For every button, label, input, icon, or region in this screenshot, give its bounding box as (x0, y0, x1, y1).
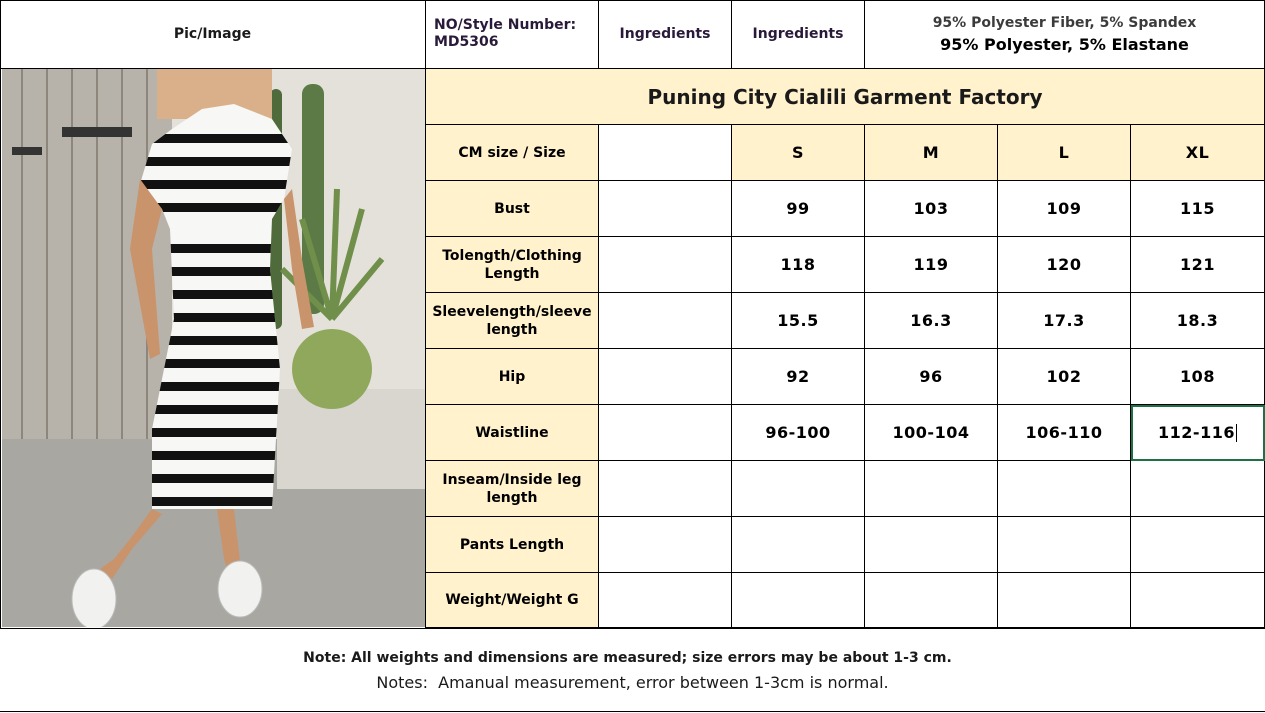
row-blank-sleeve-length[interactable] (599, 293, 732, 349)
style-number-value: MD5306 (434, 34, 499, 50)
note-line-1: Note: All weights and dimensions are measured; size errors may be about 1-3 cm. (303, 650, 952, 666)
clothing-length-s[interactable]: 118 (732, 237, 865, 293)
row-label-waistline[interactable]: Waistline (426, 405, 599, 461)
waistline-xl-value: 112-116 (1158, 423, 1235, 442)
sleeve-length-m[interactable]: 16.3 (865, 293, 998, 349)
text-cursor (1236, 424, 1237, 442)
row-blank-hip[interactable] (599, 349, 732, 405)
clothing-length-m[interactable]: 119 (865, 237, 998, 293)
clothing-length-l[interactable]: 120 (998, 237, 1131, 293)
bust-m[interactable]: 103 (865, 181, 998, 237)
ingredients-header-1[interactable]: Ingredients (599, 0, 732, 69)
hip-xl[interactable]: 108 (1131, 349, 1265, 405)
weight-xl[interactable] (1131, 573, 1265, 628)
row-label-bust[interactable]: Bust (426, 181, 599, 237)
bust-xl[interactable]: 115 (1131, 181, 1265, 237)
row-label-inseam[interactable]: Inseam/Inside leg length (426, 461, 599, 517)
row-blank-weight[interactable] (599, 573, 732, 628)
weight-s[interactable] (732, 573, 865, 628)
pants-length-m[interactable] (865, 517, 998, 573)
row-label-sleeve-length[interactable]: Sleevelength/sleeve length (426, 293, 599, 349)
row-blank-bust[interactable] (599, 181, 732, 237)
composition-line-2: 95% Polyester, 5% Elastane (940, 34, 1189, 54)
waistline-s[interactable]: 96-100 (732, 405, 865, 461)
waistline-m[interactable]: 100-104 (865, 405, 998, 461)
pic-image-header[interactable]: Pic/Image (0, 0, 426, 69)
hip-s[interactable]: 92 (732, 349, 865, 405)
striped-dress-photo-icon (2, 69, 425, 627)
pants-length-s[interactable] (732, 517, 865, 573)
weight-l[interactable] (998, 573, 1131, 628)
bust-s[interactable]: 99 (732, 181, 865, 237)
row-label-hip[interactable]: Hip (426, 349, 599, 405)
notes-area[interactable] (0, 628, 1265, 712)
row-blank-inseam[interactable] (599, 461, 732, 517)
ingredients-header-2[interactable]: Ingredients (732, 0, 865, 69)
pants-length-l[interactable] (998, 517, 1131, 573)
row-label-pants-length[interactable]: Pants Length (426, 517, 599, 573)
inseam-xl[interactable] (1131, 461, 1265, 517)
bust-l[interactable]: 109 (998, 181, 1131, 237)
hip-m[interactable]: 96 (865, 349, 998, 405)
size-header-m[interactable]: M (865, 125, 998, 181)
size-header-s[interactable]: S (732, 125, 865, 181)
row-blank-pants-length[interactable] (599, 517, 732, 573)
inseam-m[interactable] (865, 461, 998, 517)
product-photo (2, 69, 425, 627)
style-number-label: NO/Style Number: (434, 17, 577, 33)
note-line-2: Notes: Amanual measurement, error between 1-3cm is normal. (376, 673, 889, 692)
pants-length-xl[interactable] (1131, 517, 1265, 573)
sleeve-length-xl[interactable]: 18.3 (1131, 293, 1265, 349)
clothing-length-xl[interactable]: 121 (1131, 237, 1265, 293)
hip-l[interactable]: 102 (998, 349, 1131, 405)
weight-m[interactable] (865, 573, 998, 628)
sleeve-length-s[interactable]: 15.5 (732, 293, 865, 349)
waistline-l[interactable]: 106-110 (998, 405, 1131, 461)
inseam-s[interactable] (732, 461, 865, 517)
size-header-l[interactable]: L (998, 125, 1131, 181)
row-blank-clothing-length[interactable] (599, 237, 732, 293)
style-number-cell[interactable] (426, 0, 599, 69)
sleeve-length-l[interactable]: 17.3 (998, 293, 1131, 349)
row-label-weight[interactable]: Weight/Weight G (426, 573, 599, 628)
inseam-l[interactable] (998, 461, 1131, 517)
composition-line-1: 95% Polyester Fiber, 5% Spandex (932, 14, 1197, 31)
size-row-label[interactable]: CM size / Size (426, 125, 599, 181)
size-header-xl[interactable]: XL (1131, 125, 1265, 181)
photo-column-border (425, 69, 426, 628)
factory-name[interactable]: Puning City Cialili Garment Factory (426, 69, 1265, 125)
size-row-blank[interactable] (599, 125, 732, 181)
waistline-xl-selected-cell[interactable] (1131, 405, 1265, 461)
composition-cell[interactable] (865, 0, 1265, 69)
row-label-clothing-length[interactable]: Tolength/Clothing Length (426, 237, 599, 293)
row-blank-waistline[interactable] (599, 405, 732, 461)
